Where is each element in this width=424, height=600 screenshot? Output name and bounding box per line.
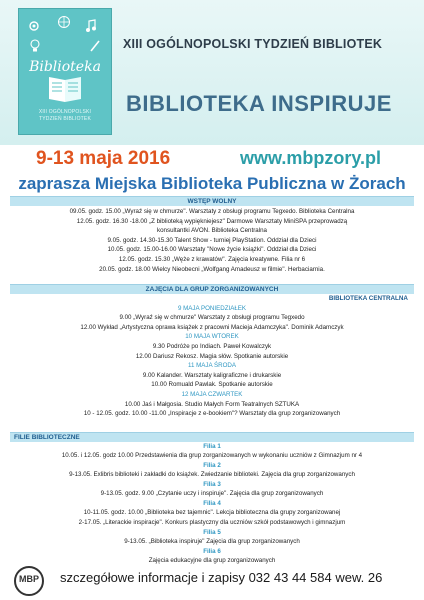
invitation-line: zaprasza Miejska Biblioteka Publiczna w Żorach: [18, 174, 406, 193]
branch-name: Filia 3: [203, 481, 221, 488]
free-entry-line: 12.05. godz. 15.30 „Węże z krawatów". Zajęcia kreatywne. Filia nr 6: [118, 255, 306, 263]
event-title: XIII OGÓLNOPOLSKI TYDZIEŃ BIBLIOTEK: [123, 37, 383, 51]
logo-subtitle-1: XIII OGÓLNOPOLSKI: [38, 109, 92, 115]
library-week-logo: [18, 8, 112, 135]
group-event-line: 10.00 Jaś i Małgosia. Studio Małych Form Teatralnych SZTUKA: [124, 400, 300, 408]
logo-subtitle-2: TYDZIEŃ BIBLIOTEK: [38, 116, 92, 122]
groups-heading: ZAJĘCIA DLA GRUP ZORGANIZOWANYCH: [10, 284, 414, 294]
branch-event-line: 10-11.05. godz. 10.00 „Biblioteka bez tajemnic". Lekcja biblioteczna dla grupy zorganizowanej: [83, 509, 341, 517]
free-entry-line: 09.05. godz. 15.00 „Wyraź się w chmurze". Warsztaty z obsługi programu Tegxedo. Biblioteka Centralna: [69, 208, 355, 215]
branch-name: Filia 1: [203, 443, 221, 450]
branches-section: [10, 432, 414, 566]
free-entry-line: 12.05. godz. 16.30 -18.00 „Z biblioteką wypiękniejesz" Darmowe Warsztaty MiniSPA przeprowadzą: [76, 217, 348, 225]
branch-event-line: 9-13.05. Exlibris biblioteki i zakładki do książek. Zwiedzanie biblioteki. Zajęcia dla grup zorganizowanych: [69, 471, 355, 479]
event-dates: 9-13 maja 2016: [36, 148, 171, 169]
free-entry-line: 10.05. godz. 15.00-16.00 Warsztaty "Nowe życie książki". Oddział dla Dzieci: [107, 246, 317, 254]
branch-event-line: Zajęcia edukacyjne dla grup zorganizowanych: [148, 557, 276, 564]
gear-icon: [27, 19, 41, 33]
branch-name: Filia 5: [203, 528, 221, 536]
group-event-line: 12.00 Wykład „Artystyczna oprawa książek z pracowni Macieja Adamczyka". Dominik Adamczyk: [80, 323, 344, 331]
lightbulb-icon: [29, 39, 41, 53]
free-entry-line: 20.05. godz. 18.00 Wielcy Nieobecni „Wolfgang Amadeusz w filmie". Herbaciarnia.: [99, 265, 325, 273]
logo-title: Biblioteka: [29, 59, 101, 75]
free-entry-line: 9.05. godz. 14.30-15.30 Talent Show - turniej PlayStation. Oddział dla Dzieci: [107, 236, 317, 244]
branch-name: Filia 6: [203, 547, 221, 555]
contact-info: szczegółowe informacje i zapisy 032 43 44 584 wew. 26: [60, 570, 383, 585]
day-heading: 9 MAJA PONIEDZIAŁEK: [177, 304, 247, 312]
day-heading: 12 MAJA CZWARTEK: [181, 390, 243, 398]
free-entry-section: [10, 196, 414, 274]
day-heading: 11 MAJA ŚRODA: [187, 362, 237, 370]
group-event-line: 10 - 12.05. godz. 10.00 -11.00 „Inspiracje z e-bookiem"? Warsztaty dla grup zorganizowanych: [83, 410, 341, 418]
open-book-icon: [46, 75, 84, 103]
website-link[interactable]: www.mbpzory.pl: [240, 148, 382, 168]
globe-icon: [57, 15, 71, 29]
branches-heading: FILIE BIBLIOTECZNE: [10, 432, 414, 442]
pen-icon: [89, 39, 101, 53]
groups-section: [10, 284, 414, 419]
group-event-line: 9.30 Podróże po Indiach. Paweł Kowalczyk: [152, 342, 272, 350]
group-event-line: 9.00 „Wyraź się w chmurze" Warsztaty z obsługi programu Tegxedo: [119, 314, 305, 322]
slogan: BIBLIOTEKA INSPIRUJE: [126, 91, 392, 116]
branch-event-line: 9-13.05. godz. 9.00 „Czytanie uczy i inspiruje". Zajęcia dla grup zorganizowanych: [100, 490, 324, 498]
group-event-line: 12.00 Dariusz Rekosz. Magia słów. Spotkanie autorskie: [135, 352, 289, 360]
mbp-logo-text: MBP: [19, 574, 39, 584]
mbp-logo: [14, 566, 44, 596]
branch-event-line: 9-13.05. „Biblioteka inspiruje" Zajęcia dla grup zorganizowanych: [124, 538, 300, 545]
free-entry-line: konsultantki AVON. Biblioteka Centralna: [157, 227, 267, 235]
header-banner: [0, 0, 424, 145]
branch-name: Filia 2: [203, 462, 221, 469]
library-name: BIBLIOTEKA CENTRALNA: [328, 295, 408, 302]
group-event-line: 9.00 Kalander. Warsztaty kaligraficzne i drukarskie: [142, 371, 282, 379]
branch-event-line: 2-17.05. „Literackie inspiracje". Konkurs plastyczny dla uczniów szkół podstawowych i gimnazjum: [78, 519, 346, 526]
day-heading: 10 MAJA WTOREK: [185, 333, 239, 341]
free-entry-heading: WSTĘP WOLNY: [10, 196, 414, 206]
branch-name: Filia 4: [203, 500, 221, 507]
music-note-icon: [85, 19, 97, 33]
branch-event-line: 10.05. i 12.05. godz 10.00 Przedstawienia dla grup zorganizowanych w wykonaniu uczniów z Gimnazjum nr 4: [61, 452, 363, 460]
group-event-line: 10.00 Romuald Pawlak. Spotkanie autorskie: [151, 381, 273, 389]
